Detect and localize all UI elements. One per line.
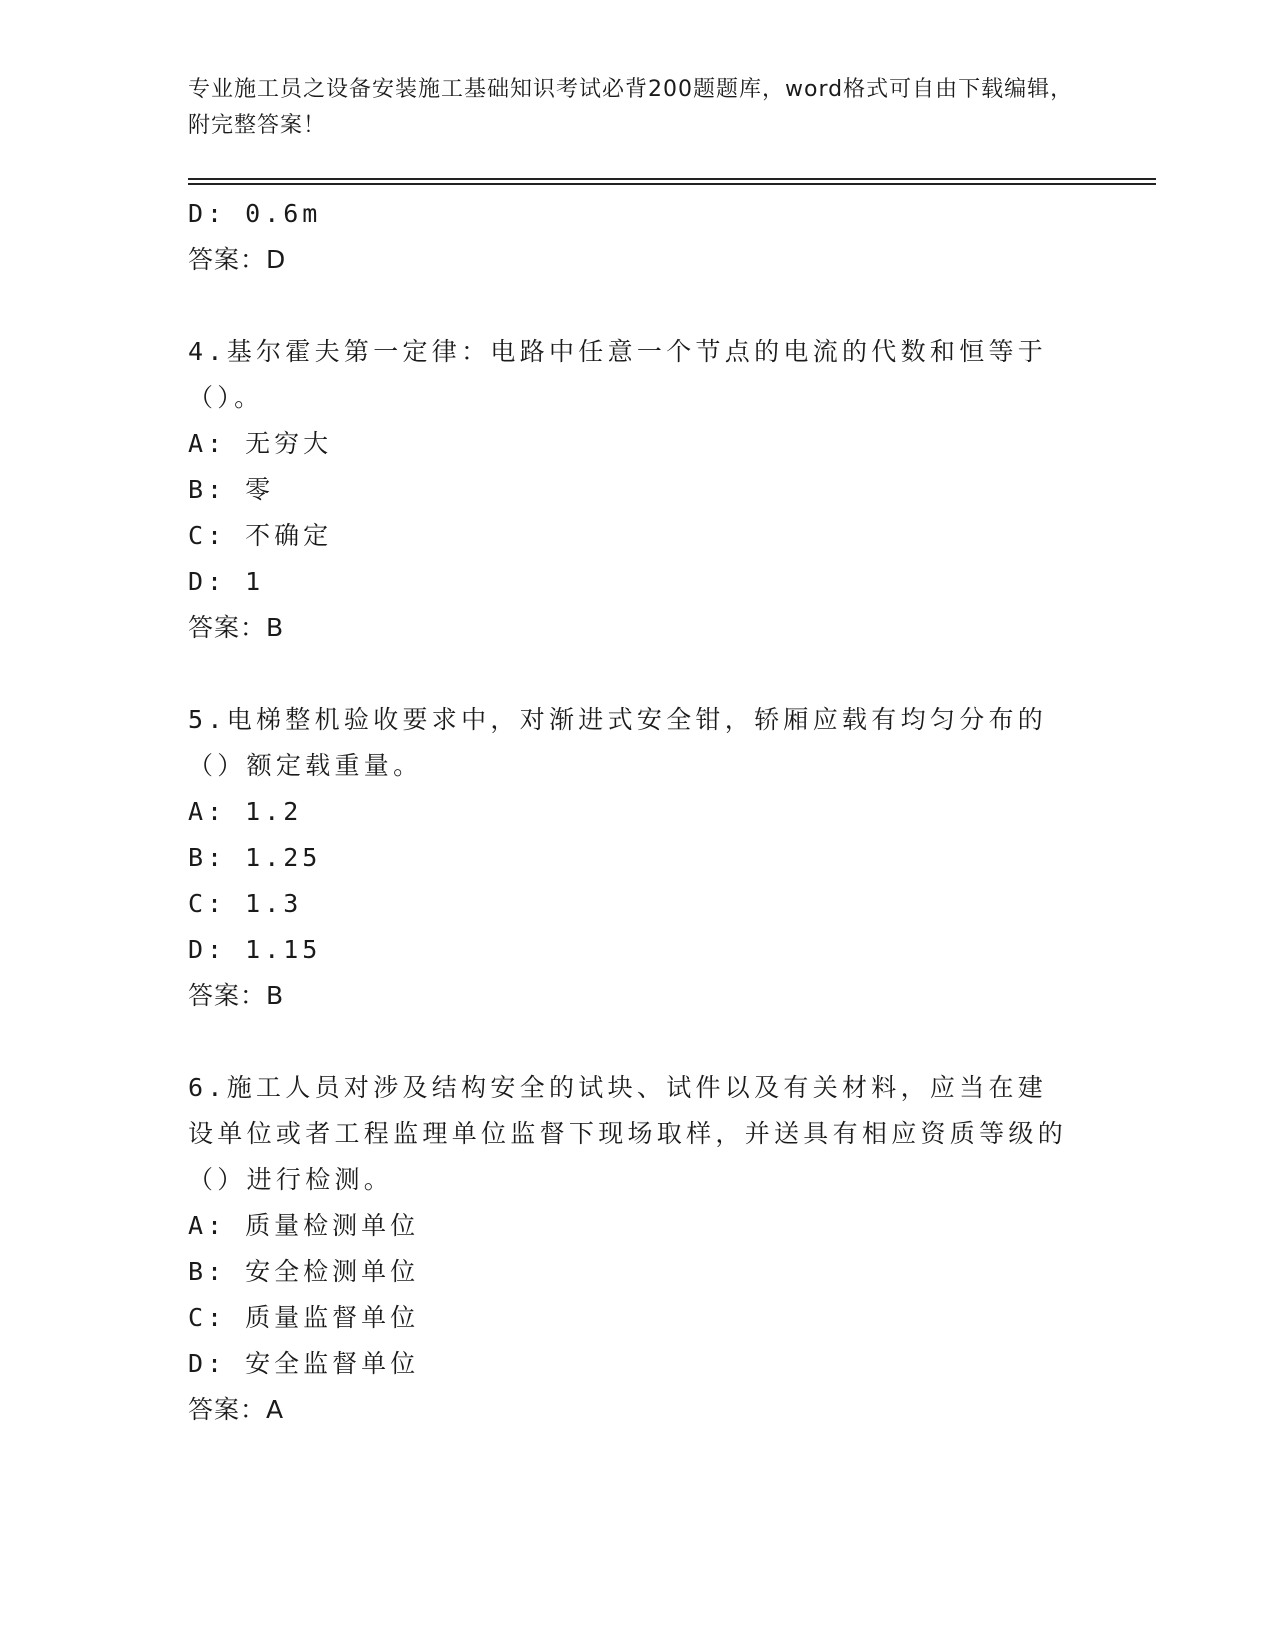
option-a: A: 质量检测单位 <box>188 1211 420 1240</box>
answer-line: 答案：B <box>188 981 285 1010</box>
header-rule-bottom <box>188 183 1156 185</box>
spacer <box>188 1019 1068 1065</box>
option-d: D: 0.6m <box>188 199 322 228</box>
answer-line: 答案：B <box>188 613 285 642</box>
spacer <box>188 283 1068 329</box>
option-b: B: 零 <box>188 475 275 504</box>
option-b: B: 安全检测单位 <box>188 1257 420 1286</box>
question-text: 5.电梯整机验收要求中，对渐进式安全钳，轿厢应载有均匀分布的（）额定载重量。 <box>188 705 1048 780</box>
document-header: 专业施工员之设备安装施工基础知识考试必背200题题库，word格式可自由下载编辑，附完整答案！ <box>188 77 1074 138</box>
option-d: D: 1.15 <box>188 935 322 964</box>
option-d: D: 安全监督单位 <box>188 1349 420 1378</box>
option-c: C: 质量监督单位 <box>188 1303 420 1332</box>
spacer <box>188 651 1068 697</box>
question-text: 6.施工人员对涉及结构安全的试块、试件以及有关材料，应当在建设单位或者工程监理单位监督下现场取样，并送具有相应资质等级的（）进行检测。 <box>188 1073 1068 1194</box>
header-rule-top <box>188 178 1156 180</box>
option-c: C: 1.3 <box>188 889 303 918</box>
answer-line: 答案：A <box>188 1395 285 1424</box>
question-text: 4.基尔霍夫第一定律：电路中任意一个节点的电流的代数和恒等于（）。 <box>188 337 1048 412</box>
option-d: D: 1 <box>188 567 265 596</box>
question-block <box>188 329 1068 651</box>
option-a: A: 1.2 <box>188 797 303 826</box>
option-c: C: 不确定 <box>188 521 333 550</box>
question-block <box>188 697 1068 1019</box>
option-a: A: 无穷大 <box>188 429 333 458</box>
question-list <box>188 191 1068 1433</box>
answer-line: 答案：D <box>188 245 287 274</box>
question-block <box>188 1065 1068 1433</box>
option-b: B: 1.25 <box>188 843 322 872</box>
